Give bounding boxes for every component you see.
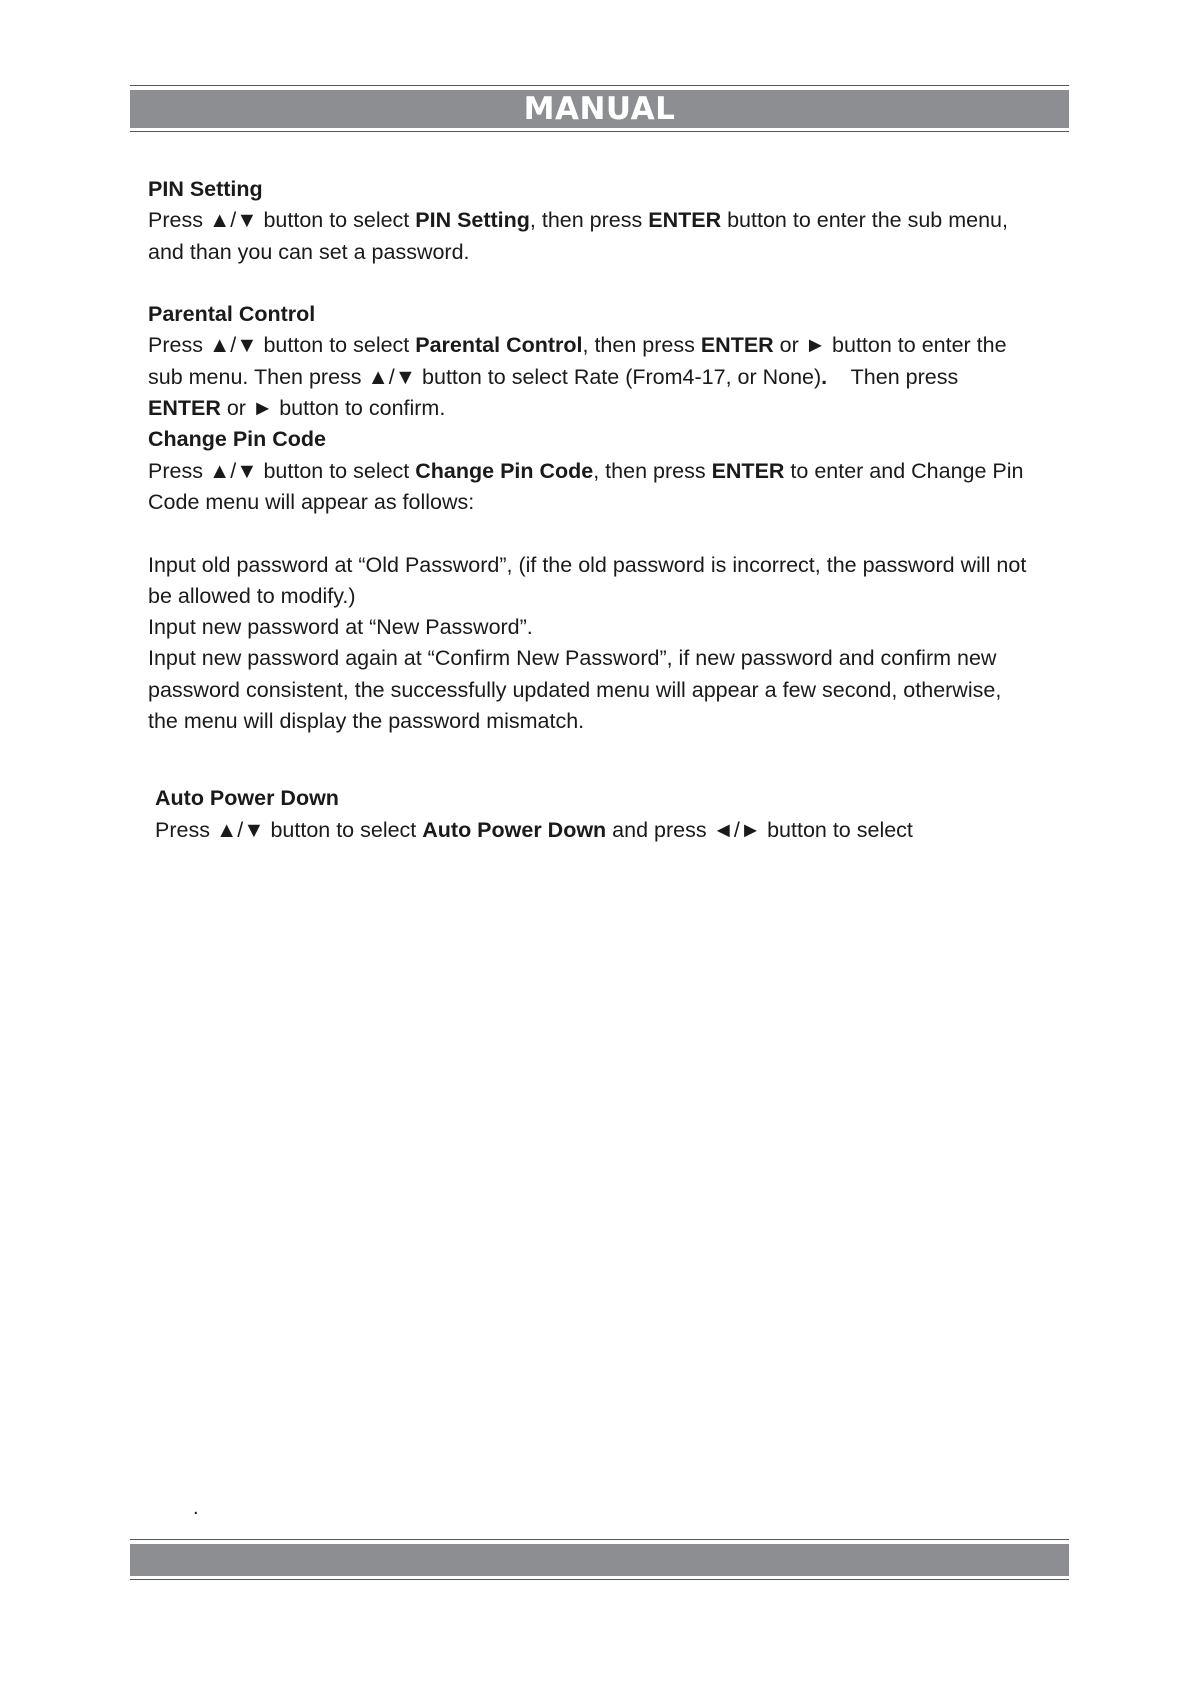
up-down-arrows-icon: ▲/▼: [208, 208, 258, 233]
spacer: [148, 518, 1068, 549]
header-rule-bottom: [130, 131, 1069, 132]
term-enter: ENTER: [711, 458, 785, 483]
text: Press: [155, 817, 216, 842]
text: or: [773, 333, 805, 358]
auto-power-down-heading: Auto Power Down: [155, 786, 339, 811]
text: button to select: [257, 208, 416, 233]
up-down-arrows-icon: ▲/▼: [367, 364, 417, 389]
text: button to select: [264, 817, 423, 842]
password-step-line-2: be allowed to modify.): [148, 583, 356, 608]
spacer: [148, 268, 1068, 299]
text: button to select: [257, 333, 416, 358]
text: Then press: [827, 364, 959, 389]
text: button to select Rate (From4-17, or None): [416, 364, 822, 389]
up-down-arrows-icon: ▲/▼: [208, 458, 258, 483]
password-step-line-5: password consistent, the successfully updated menu will appear a few second, otherwise,: [148, 677, 1002, 702]
password-step-line-3: Input new password at “New Password”.: [148, 615, 533, 640]
text: to enter and Change Pin: [784, 458, 1024, 483]
term-change-pin-code: Change Pin Code: [415, 458, 594, 483]
parental-control-heading: Parental Control: [148, 302, 316, 327]
text: button to enter the: [826, 333, 1007, 358]
text: , then press: [593, 458, 712, 483]
stray-dot: .: [193, 1497, 199, 1519]
text: button to select: [257, 458, 416, 483]
password-step-line-1: Input old password at “Old Password”, (if the old password is incorrect, the password will not: [148, 552, 1027, 577]
pin-setting-line-1: [148, 205, 1068, 236]
page-title: MANUAL: [523, 91, 676, 127]
parental-control-line-3: [148, 393, 1068, 424]
footer-rule-bottom: [130, 1579, 1069, 1580]
footer-band: [130, 1544, 1069, 1576]
text: , then press: [582, 333, 701, 358]
change-pin-line-1: [148, 456, 1068, 487]
text: Press: [148, 458, 209, 483]
term-enter: ENTER: [700, 333, 774, 358]
change-pin-heading: Change Pin Code: [148, 427, 326, 452]
up-down-arrows-icon: ▲/▼: [208, 333, 258, 358]
term-enter: ENTER: [148, 396, 221, 421]
text: , then press: [529, 208, 649, 233]
text: button to confirm.: [273, 396, 446, 421]
right-arrow-icon: ►: [804, 333, 827, 358]
text: or: [220, 396, 252, 421]
term-pin-setting: PIN Setting: [415, 208, 530, 233]
manual-body: [148, 174, 1068, 846]
text: and press: [606, 817, 713, 842]
spacer: [148, 737, 1068, 783]
up-down-arrows-icon: ▲/▼: [215, 817, 265, 842]
change-pin-line-2: Code menu will appear as follows:: [148, 489, 475, 514]
text: button to select: [761, 817, 913, 842]
term-auto-power-down: Auto Power Down: [422, 817, 607, 842]
header-rule-top: [130, 85, 1069, 86]
footer-rule-top: [130, 1539, 1069, 1540]
text: sub menu. Then press: [148, 364, 368, 389]
text: Press: [148, 333, 209, 358]
pin-setting-heading: PIN Setting: [148, 177, 263, 201]
parental-control-line-2: [148, 362, 1068, 393]
term-enter: ENTER: [648, 208, 722, 233]
text: Press: [148, 208, 209, 233]
text: button to enter the sub menu,: [721, 208, 1008, 233]
pin-setting-line-2: and than you can set a password.: [148, 239, 470, 264]
text: .: [821, 364, 828, 389]
password-step-line-6: the menu will display the password mismatch.: [148, 709, 585, 734]
right-arrow-icon: ►: [251, 396, 274, 421]
term-parental-control: Parental Control: [415, 333, 583, 358]
header-band: [130, 90, 1069, 128]
left-right-arrows-icon: ◄/►: [712, 817, 762, 842]
password-step-line-4: Input new password again at “Confirm New Password”, if new password and confirm new: [148, 646, 997, 671]
auto-power-down-line-1: [148, 815, 1068, 846]
parental-control-line-1: [148, 330, 1068, 361]
